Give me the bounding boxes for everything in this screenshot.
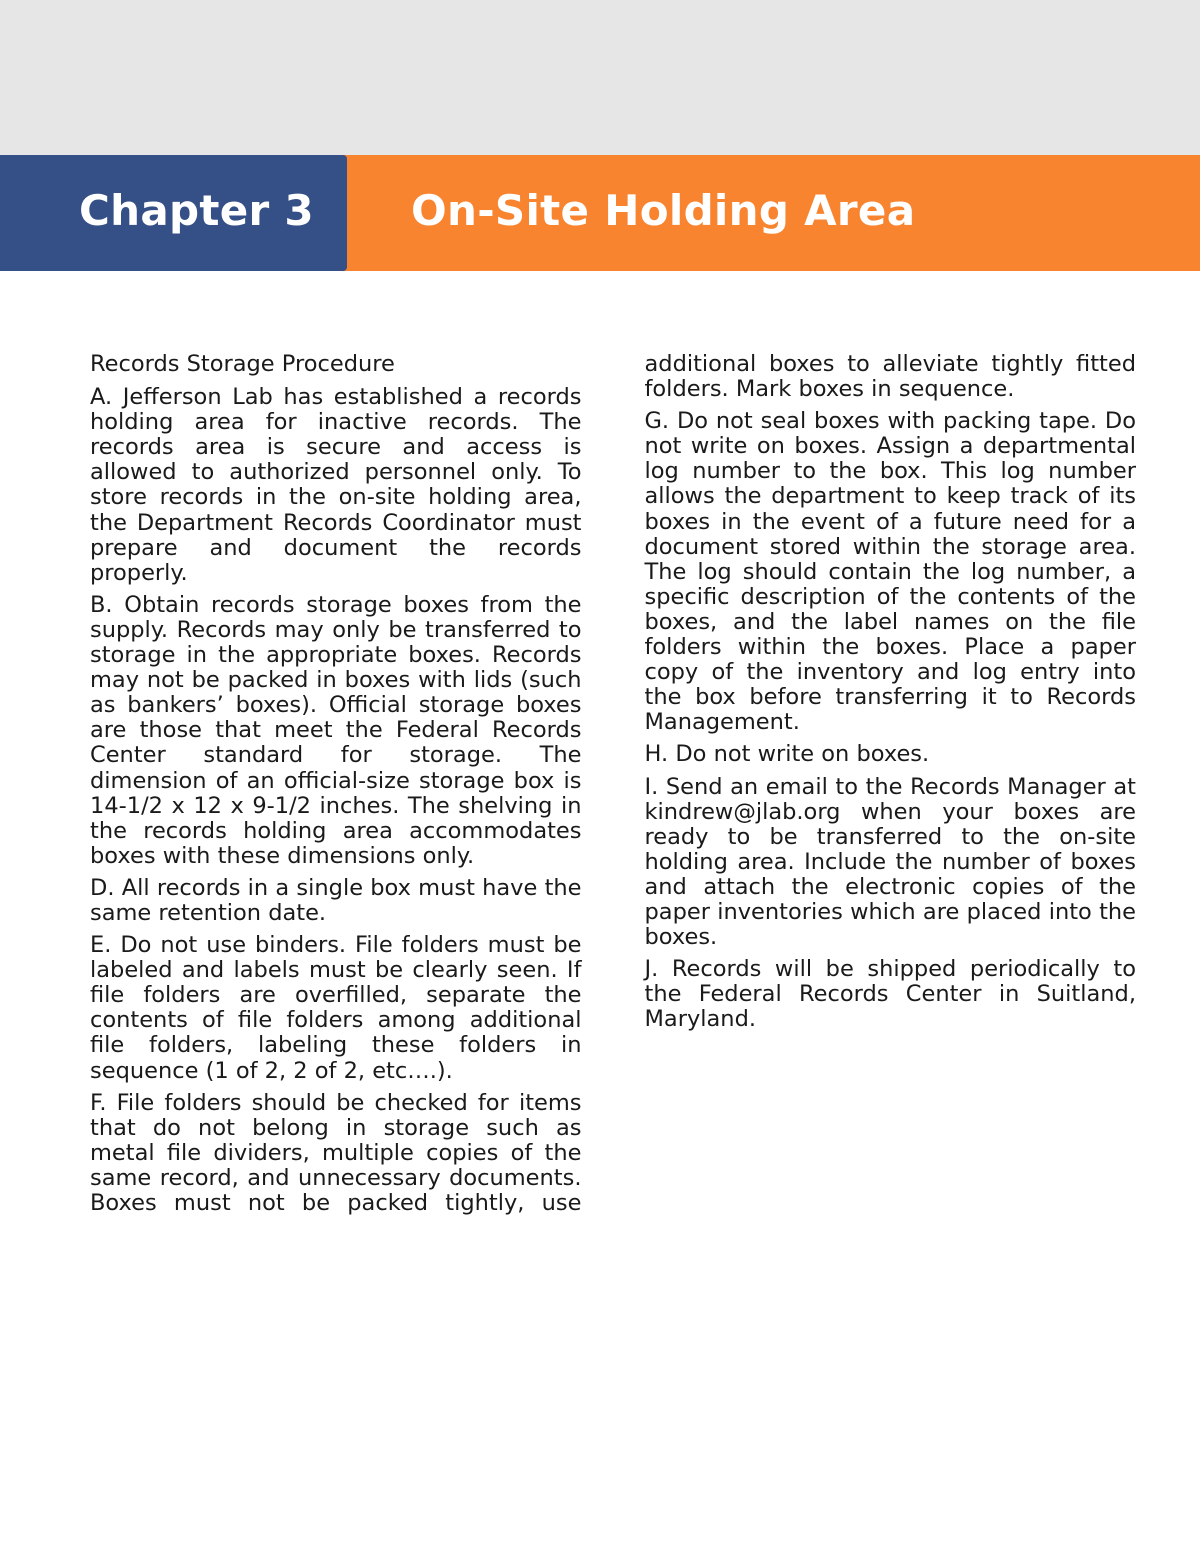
paragraph-a: A. Jefferson Lab has established a records holding area for inactive records. The records area is secure and access is allowed to authorized personnel only. To store records in the on-site holding area, the Department Records Coordinator must prepare and document the records properly. [90, 384, 582, 586]
paragraph-f: F. File folders should be checked for items that do not belong in storage such as metal file dividers, multiple copies of the same record, and unnecessary documents. Boxes must not be packed tightly, use additional boxes to alleviate tightly fitted folders. Mark boxes in sequence. [90, 351, 1136, 1216]
paragraph-h: H. Do not write on boxes. [644, 741, 930, 768]
section-heading: Records Storage Procedure [90, 351, 395, 377]
chapter-label: Chapter 3 [79, 186, 314, 235]
chapter-title: On-Site Holding Area [411, 186, 916, 235]
chapter-header [0, 155, 1200, 271]
chapter-number-block [0, 155, 347, 271]
paragraph-i: I. Send an email to the Records Manager at kindrew@jlab.org when your boxes are ready to be transferred to the on-site holding area. Include the number of boxes and attach the electronic copies of the paper inventories which are placed into the boxes. [644, 773, 1136, 951]
top-margin-band [0, 0, 1200, 155]
paragraph-d: D. All records in a single box must have the same retention date. [90, 874, 582, 926]
paragraph-e: E. Do not use binders. File folders must be labeled and labels must be clearly seen. If file folders are overfilled, separate the contents of file folders among additional file folders, labeling these folders in sequence (1 of 2, 2 of 2, etc….). [90, 932, 582, 1084]
body-text [90, 352, 1136, 1252]
paragraph-j: J. Records will be shipped periodically to the Federal Records Center in Suitland, Maryland. [644, 956, 1136, 1033]
paragraph-g: G. Do not seal boxes with packing tape. Do not write on boxes. Assign a departmental log number to the box. This log number allows the department to keep track of its boxes in the event of a future need for a document stored within the storage area. The log should contain the log number, a specific description of the contents of the boxes, and the label names on the file folders within the boxes. Place a paper copy of the inventory and log entry into the box before transferring it to Records Management. [644, 408, 1136, 736]
paragraph-b: B. Obtain records storage boxes from the supply. Records may only be transferred to storage in the appropriate boxes. Records may not be packed in boxes with lids (such as bankers’ boxes). Official storage boxes are those that meet the Federal Records Center standard for storage. The dimension of an official-size storage box is 14-1/2 x 12 x 9-1/2 inches. The shelving in the records holding area accommodates boxes with these dimensions only. [90, 591, 582, 869]
